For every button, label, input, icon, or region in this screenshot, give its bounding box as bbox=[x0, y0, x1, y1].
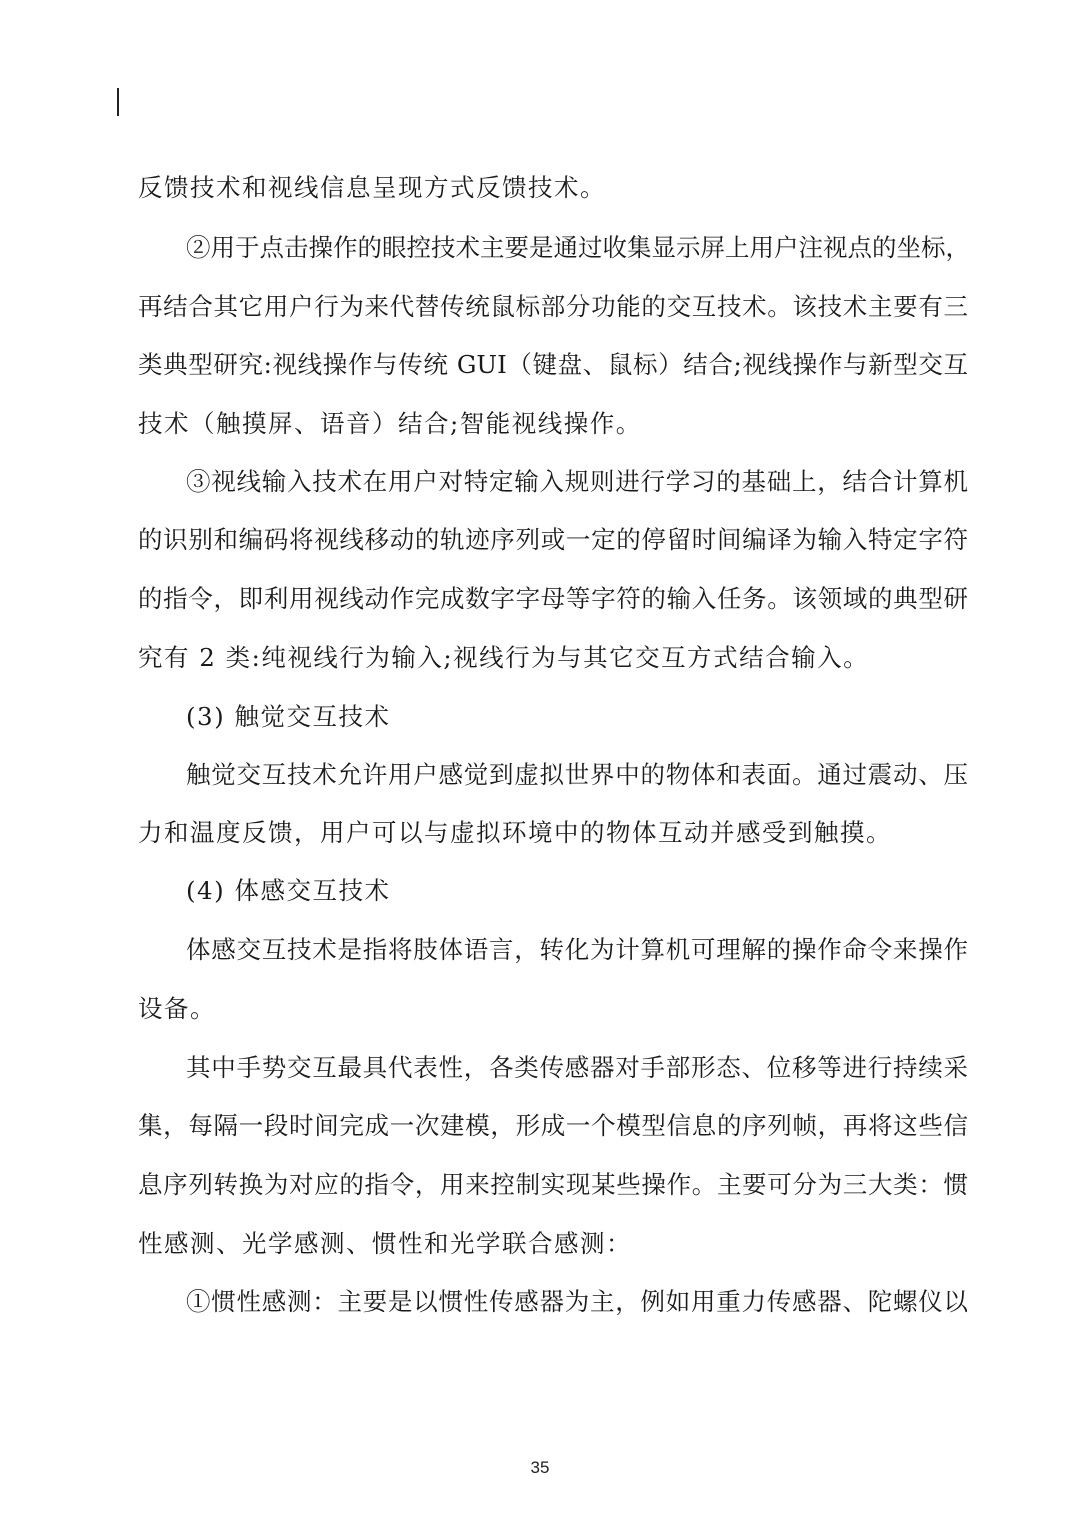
paragraph-line: 的指令，即利用视线动作完成数字字母等字符的输入任务。该领域的典型研 bbox=[138, 584, 968, 613]
paragraph-line: 体感交互技术是指将肢体语言，转化为计算机可理解的操作命令来操作 bbox=[186, 935, 968, 964]
page-number: 35 bbox=[530, 1458, 550, 1477]
paragraph-line: ①惯性感测：主要是以惯性传感器为主，例如用重力传感器、陀螺仪以 bbox=[186, 1287, 968, 1316]
paragraph-line: 触觉交互技术允许用户感觉到虚拟世界中的物体和表面。通过震动、压 bbox=[186, 760, 968, 789]
paragraph-line: 再结合其它用户行为来代替传统鼠标部分功能的交互技术。该技术主要有三 bbox=[138, 292, 968, 321]
paragraph-line: 其中手势交互最具代表性，各类传感器对手部形态、位移等进行持续采 bbox=[186, 1053, 968, 1082]
paragraph-line: ②用于点击操作的眼控技术主要是通过收集显示屏上用户注视点的坐标， bbox=[186, 233, 970, 262]
paragraph-line: ③视线输入技术在用户对特定输入规则进行学习的基础上，结合计算机 bbox=[186, 467, 968, 496]
paragraph-line: 的识别和编码将视线移动的轨迹序列或一定的停留时间编译为输入特定字符 bbox=[138, 525, 968, 554]
section-heading-tactile: (3) 触觉交互技术 bbox=[186, 702, 391, 731]
paragraph-line: 究有 2 类:纯视线行为输入;视线行为与其它交互方式结合输入。 bbox=[138, 643, 870, 672]
text-cursor-mark bbox=[117, 88, 119, 116]
paragraph-line: 集，每隔一段时间完成一次建模，形成一个模型信息的序列帧，再将这些信 bbox=[138, 1111, 968, 1140]
paragraph-line: 性感测、光学感测、惯性和光学联合感测： bbox=[138, 1229, 632, 1258]
paragraph-line: 类典型研究:视线操作与传统 GUI（键盘、鼠标）结合;视线操作与新型交互 bbox=[138, 350, 968, 379]
paragraph-line: 息序列转换为对应的指令，用来控制实现某些操作。主要可分为三大类：惯 bbox=[138, 1170, 968, 1199]
paragraph-line: 反馈技术和视线信息呈现方式反馈技术。 bbox=[138, 173, 606, 202]
paragraph-line: 力和温度反馈，用户可以与虚拟环境中的物体互动并感受到触摸。 bbox=[138, 818, 892, 847]
paragraph-line: 设备。 bbox=[138, 994, 216, 1023]
paragraph-line: 技术（触摸屏、语音）结合;智能视线操作。 bbox=[138, 409, 642, 438]
section-heading-somatosensory: (4) 体感交互技术 bbox=[186, 876, 391, 905]
